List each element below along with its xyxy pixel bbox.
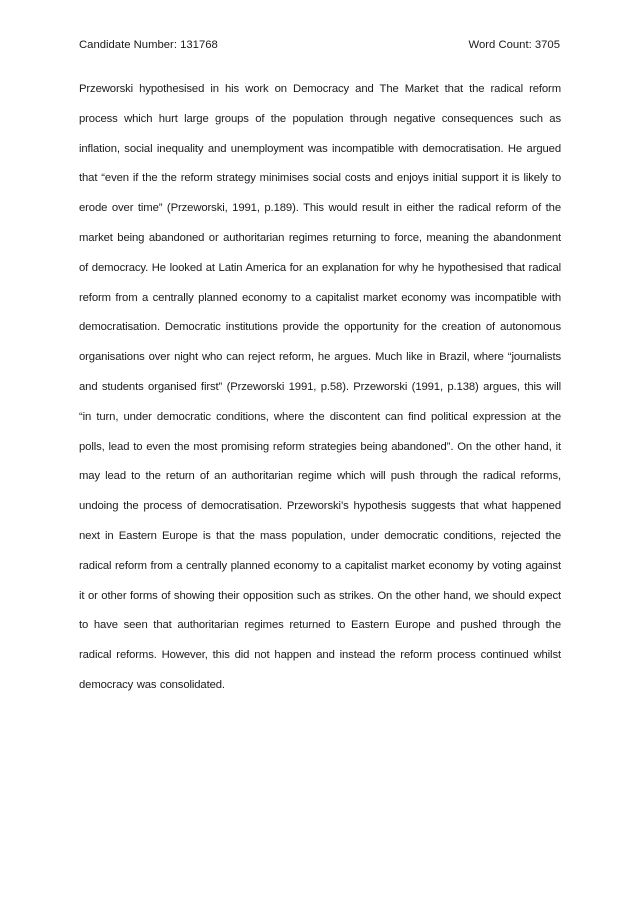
body-paragraph: Przeworski hypothesised in his work on Democracy and The Market that the radical reform process which hurt large groups of the population through negative consequences such as inflation, social inequality and unemployment was incompatible with democratisation. He argued that “even if the the reform strategy minimises social costs and enjoys initial support it is likely to erode over time” (Przeworski, 1991, p.189). This would result in either the radical reform of the market being abandoned or authoritarian regimes returning to force, meaning the abandonment of democracy. He looked at Latin America for an explanation for why he hypothesised that radical reform from a centrally planned economy to a capitalist market economy was incompatible with democratisation. Democratic institutions provide the opportunity for the creation of autonomous organisations over night who can reject reform, he argues. Much like in Brazil, where “journalists and students organised first” (Przeworski 1991, p.58). Przeworski (1991, p.138) argues, this will “in turn, under democratic conditions, where the discontent can find political expression at the polls, lead to even the most promising reform strategies being abandoned”. On the other hand, it may lead to the return of an authoritarian regime which will push through the radical reforms, undoing the process of democratisation. Przeworski’s hypothesis suggests that what happened next in Eastern Europe is that the mass population, under democratic conditions, rejected the radical reform from a centrally planned economy to a capitalist market economy by voting against it or other forms of showing their opposition such as strikes. On the other hand, we should expect to have seen that authoritarian regimes returned to Eastern Europe and pushed through the radical reforms. However, this did not happen and instead the reform process continued whilst democracy was consolidated. bbox=[79, 83, 561, 691]
candidate-number: Candidate Number: 131768 bbox=[79, 39, 218, 51]
word-count: Word Count: 3705 bbox=[468, 39, 560, 51]
page-header bbox=[79, 37, 560, 53]
